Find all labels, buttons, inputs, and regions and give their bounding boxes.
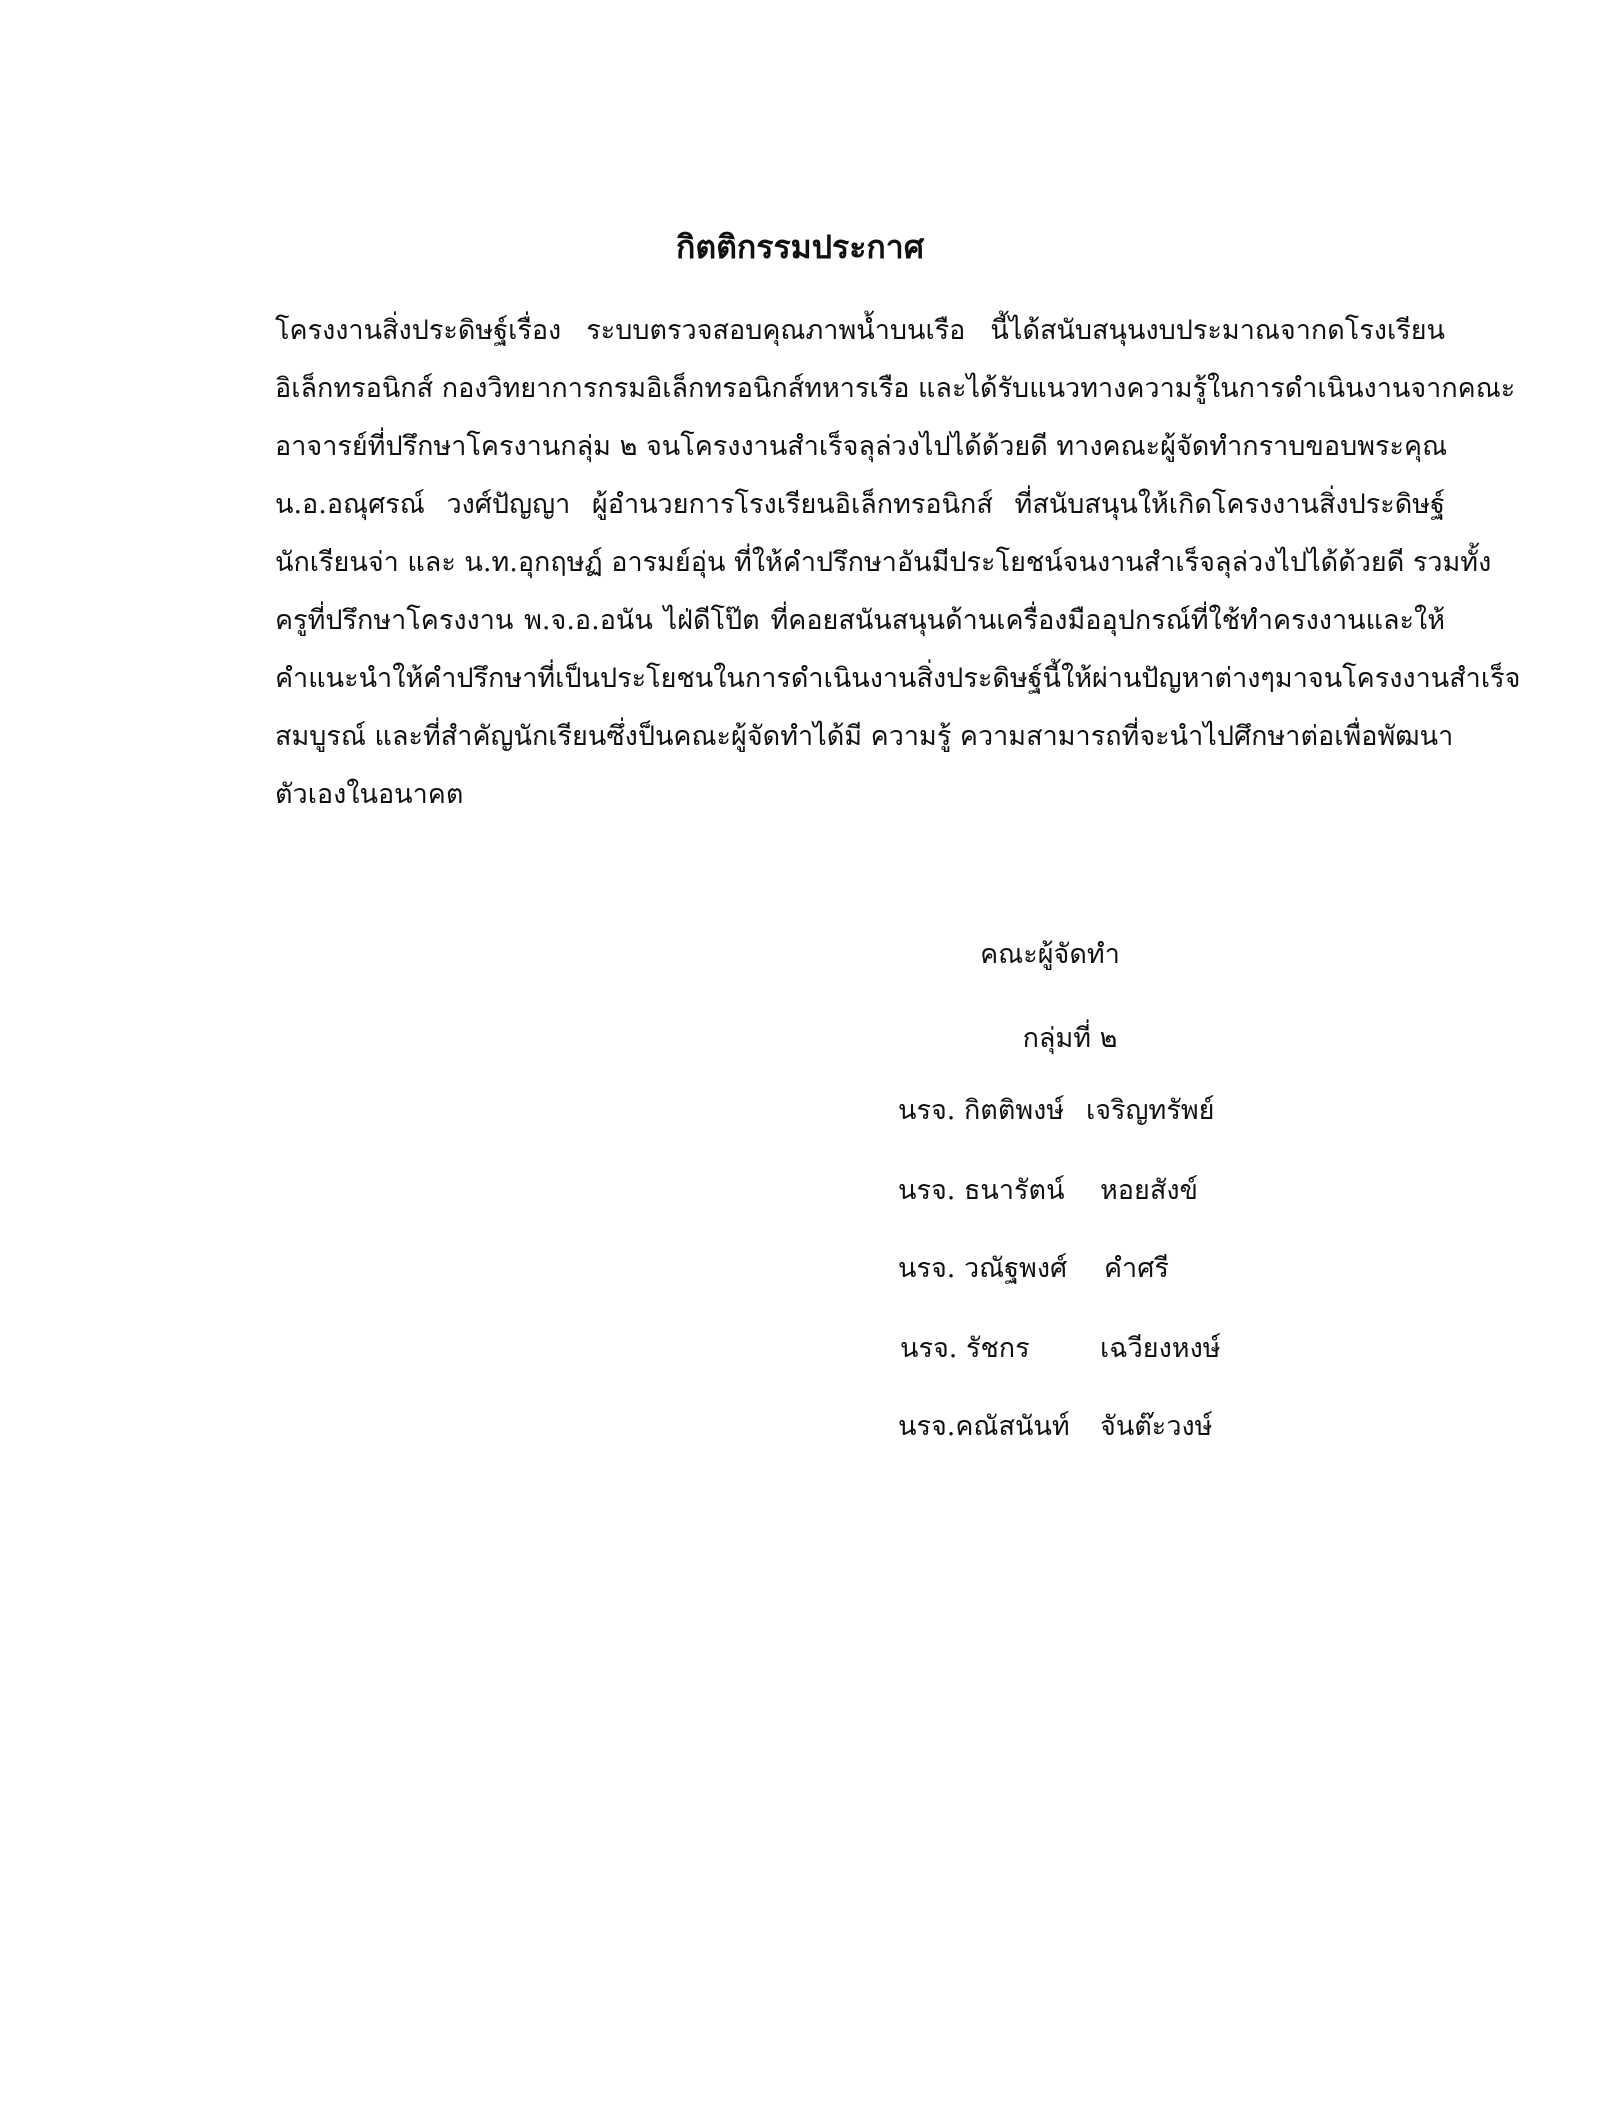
member-last-name: เฉวียงหงษ์ xyxy=(1100,1333,1221,1364)
member-last-name: เจริญทรัพย์ xyxy=(1086,1095,1215,1126)
member-last-name: หอยสังข์ xyxy=(1100,1175,1198,1206)
body-line: คำแนะนำให้คำปรึกษาที่เป็นประโยชนในการดำเนินงานสิ่งประดิษฐ์นี้ให้ผ่านปัญหาต่างๆมาจนโครงงานสำเร็จ xyxy=(275,663,1521,694)
signature-heading: คณะผู้จัดทำ xyxy=(980,939,1120,970)
body-line: สมบูรณ์ และที่สำคัญนักเรียนซึ่งป็นคณะผู้จัดทำได้มี ความรู้ ความสามารถที่จะนำไปศึกษาต่อเพื่อพัฒนา xyxy=(275,721,1454,752)
acknowledgement-body xyxy=(275,302,1521,824)
member-first-name: นรจ. ธนารัตน์ xyxy=(898,1175,1065,1206)
body-line: นักเรียนจ่า และ น.ท.อุกฤษฏ์ อารมย์อุ่น ที่ให้คำปรึกษาอันมีประโยชน์จนงานสำเร็จลุล่วงไปได้ด้วยดี รวมทั้ง xyxy=(275,547,1492,578)
member-first-name: นรจ.คณัสนันท์ xyxy=(898,1411,1070,1442)
body-line: ตัวเองในอนาคต xyxy=(275,779,464,810)
member-first-name: นรจ. กิตติพงษ์ xyxy=(898,1095,1065,1126)
signature-group: กลุ่มที่ ๒ xyxy=(1022,1023,1118,1054)
member-first-name: นรจ. รัชกร xyxy=(900,1333,1030,1364)
member-last-name: คำศรี xyxy=(1104,1253,1169,1284)
body-line: อาจารย์ที่ปรึกษาโครงานกลุ่ม ๒ จนโครงงานสำเร็จลุล่วงไปได้ด้วยดี ทางคณะผู้จัดทำกราบขอบพระคุณ xyxy=(275,431,1448,462)
body-line: อิเล็กทรอนิกส์ กองวิทยาการกรมอิเล็กทรอนิกส์ทหารเรือ และได้รับแนวทางความรู้ในการดำเนินงานจากคณะ xyxy=(275,373,1516,404)
member-last-name: จันต๊ะวงษ์ xyxy=(1100,1411,1213,1442)
body-line: ครูที่ปรึกษาโครงงาน พ.จ.อ.อนัน ไฝ่ดีโป๊ต ที่คอยสนันสนุนด้านเครื่องมืออุปกรณ์ที่ใช้ทำครงงานและให้ xyxy=(275,605,1445,636)
member-first-name: นรจ. วณัฐพงศ์ xyxy=(898,1253,1068,1284)
document-title: กิตติกรรมประกาศ xyxy=(675,228,925,266)
body-line: น.อ.อณุศรณ์ วงศ์ปัญญา ผู้อำนวยการโรงเรียนอิเล็กทรอนิกส์ ที่สนับสนุนให้เกิดโครงงานสิ่งประดิษฐ์ xyxy=(275,489,1445,520)
body-line: โครงงานสิ่งประดิษฐ์เรื่อง ระบบตรวจสอบคุณภาพน้ำบนเรือ นี้ได้สนับสนุนงบประมาณจากดโรงเรียน xyxy=(275,315,1445,346)
